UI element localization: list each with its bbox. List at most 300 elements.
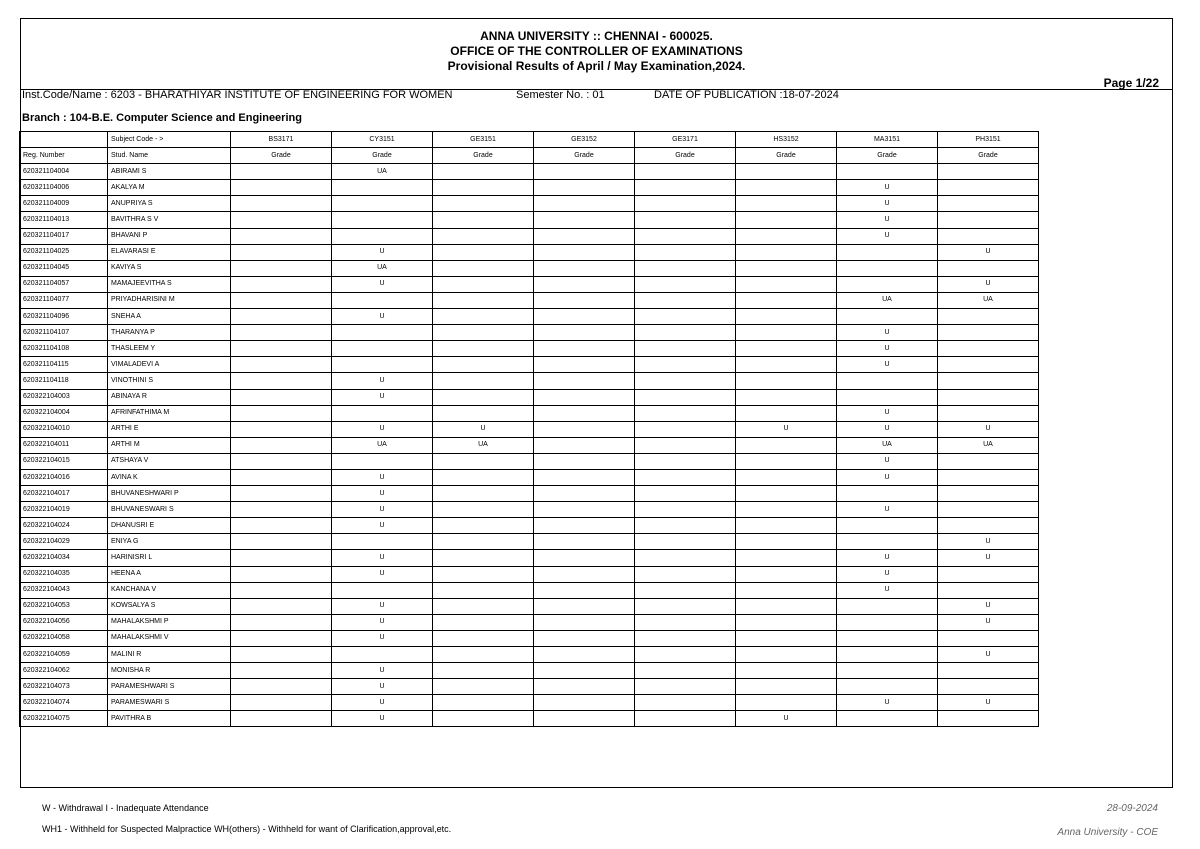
grade-cell: U	[332, 550, 433, 566]
grade-cell	[635, 228, 736, 244]
grade-cell	[534, 325, 635, 341]
grade-cell	[736, 309, 837, 325]
grade-cell	[938, 164, 1039, 180]
grade-cell	[837, 663, 938, 679]
reg-number-cell: 620321104009	[20, 196, 108, 212]
grade-cell	[736, 598, 837, 614]
student-name-cell: VIMALADEVI A	[108, 357, 231, 373]
subject-code: CY3151	[332, 132, 433, 148]
grade-cell	[736, 212, 837, 228]
grade-cell	[938, 663, 1039, 679]
grade-cell: U	[332, 276, 433, 292]
grade-cell	[231, 630, 332, 646]
reg-number-cell: 620321104108	[20, 341, 108, 357]
grade-cell	[534, 598, 635, 614]
grade-cell: U	[332, 389, 433, 405]
table-row	[20, 373, 1039, 389]
page-number: Page 1/22	[1103, 76, 1159, 90]
grade-cell: UA	[332, 164, 433, 180]
subject-code: GE3171	[635, 132, 736, 148]
grade-cell	[837, 389, 938, 405]
grade-cell	[938, 389, 1039, 405]
grade-cell: U	[433, 421, 534, 437]
grade-cell	[534, 357, 635, 373]
grade-cell	[635, 309, 736, 325]
grade-cell	[332, 582, 433, 598]
grade-cell	[534, 164, 635, 180]
grade-cell	[332, 341, 433, 357]
table-row	[20, 405, 1039, 421]
grade-cell: U	[332, 469, 433, 485]
table-row	[20, 614, 1039, 630]
student-name-cell: ENIYA G	[108, 534, 231, 550]
reg-number-cell: 620321104013	[20, 212, 108, 228]
grade-cell	[534, 180, 635, 196]
reg-number-cell: 620322104043	[20, 582, 108, 598]
student-name-cell: PRIYADHARISINI M	[108, 292, 231, 308]
student-name-cell: PARAMESHWARI S	[108, 679, 231, 695]
grade-cell	[736, 647, 837, 663]
grade-cell	[534, 679, 635, 695]
grade-cell	[534, 614, 635, 630]
grade-cell: U	[938, 647, 1039, 663]
reg-number-cell: 620322104016	[20, 469, 108, 485]
grade-cell	[938, 196, 1039, 212]
grade-cell	[736, 453, 837, 469]
student-name-cell: KOWSALYA S	[108, 598, 231, 614]
sheet-header	[21, 19, 1172, 90]
grade-header: Grade	[736, 148, 837, 164]
grade-cell	[433, 405, 534, 421]
grade-cell	[231, 695, 332, 711]
grade-cell	[938, 679, 1039, 695]
grade-cell: U	[332, 679, 433, 695]
reg-number-cell: 620322104010	[20, 421, 108, 437]
table-row	[20, 180, 1039, 196]
grade-cell	[635, 663, 736, 679]
reg-number-cell: 620322104019	[20, 502, 108, 518]
publication-date: DATE OF PUBLICATION :18-07-2024	[654, 89, 839, 101]
grade-cell	[635, 276, 736, 292]
grade-header: Grade	[433, 148, 534, 164]
reg-number-cell: 620322104062	[20, 663, 108, 679]
grade-header: Grade	[332, 148, 433, 164]
grade-cell	[635, 244, 736, 260]
grade-cell	[837, 164, 938, 180]
student-name-cell: THASLEEM Y	[108, 341, 231, 357]
grade-cell	[534, 389, 635, 405]
grade-cell	[837, 244, 938, 260]
grade-cell: UA	[938, 437, 1039, 453]
grade-cell: U	[837, 582, 938, 598]
grade-cell	[231, 711, 332, 727]
grade-cell	[736, 180, 837, 196]
grade-cell	[433, 663, 534, 679]
grade-cell	[635, 486, 736, 502]
grade-cell: U	[332, 566, 433, 582]
student-name-cell: SNEHA A	[108, 309, 231, 325]
grade-cell	[736, 389, 837, 405]
student-name-cell: PARAMESWARI S	[108, 695, 231, 711]
grade-cell	[938, 486, 1039, 502]
grade-cell	[231, 292, 332, 308]
reg-number-cell: 620322104059	[20, 647, 108, 663]
grade-cell	[736, 357, 837, 373]
reg-number-cell: 620322104058	[20, 630, 108, 646]
grade-cell: U	[837, 180, 938, 196]
grade-cell	[837, 679, 938, 695]
grade-cell	[534, 663, 635, 679]
grade-cell: U	[938, 598, 1039, 614]
grade-cell	[635, 695, 736, 711]
grade-cell: U	[837, 325, 938, 341]
student-name-cell: KAVIYA S	[108, 260, 231, 276]
grade-cell	[635, 550, 736, 566]
grade-cell	[534, 228, 635, 244]
grade-cell	[231, 453, 332, 469]
reg-number-cell: 620321104017	[20, 228, 108, 244]
grade-cell	[231, 469, 332, 485]
subject-code-row	[20, 132, 1039, 148]
grade-cell	[534, 437, 635, 453]
grade-cell	[837, 647, 938, 663]
table-row	[20, 518, 1039, 534]
grade-cell	[231, 647, 332, 663]
institution-info	[22, 89, 1122, 103]
grade-cell: U	[837, 469, 938, 485]
grade-cell: U	[332, 663, 433, 679]
grade-cell	[837, 711, 938, 727]
grade-header: Grade	[635, 148, 736, 164]
grade-cell	[534, 341, 635, 357]
grade-cell	[837, 309, 938, 325]
grade-cell	[736, 630, 837, 646]
grade-cell	[534, 212, 635, 228]
grade-cell: U	[938, 534, 1039, 550]
grade-cell	[635, 325, 736, 341]
grade-cell	[938, 212, 1039, 228]
student-name-cell: PAVITHRA B	[108, 711, 231, 727]
reg-number-cell: 620322104017	[20, 486, 108, 502]
grade-cell	[433, 518, 534, 534]
grade-cell	[433, 534, 534, 550]
grade-cell	[534, 405, 635, 421]
grade-cell	[534, 196, 635, 212]
grade-cell	[433, 614, 534, 630]
grade-cell	[231, 598, 332, 614]
subject-code: GE3152	[534, 132, 635, 148]
student-name-cell: ABIRAMI S	[108, 164, 231, 180]
grade-cell	[332, 292, 433, 308]
grade-cell	[736, 325, 837, 341]
grade-cell	[231, 341, 332, 357]
grade-cell	[635, 405, 736, 421]
student-name-cell: MALINI R	[108, 647, 231, 663]
grade-cell: U	[332, 614, 433, 630]
grade-cell	[534, 518, 635, 534]
grade-cell	[433, 695, 534, 711]
table-row	[20, 534, 1039, 550]
grade-cell: U	[837, 695, 938, 711]
grade-cell	[938, 711, 1039, 727]
grade-cell	[635, 196, 736, 212]
grade-cell	[433, 260, 534, 276]
footer-organization: Anna University - COE	[1057, 827, 1158, 838]
grade-cell: U	[837, 421, 938, 437]
grade-cell	[231, 486, 332, 502]
grade-cell: U	[837, 228, 938, 244]
student-name-cell: AVINA K	[108, 469, 231, 485]
student-name-cell: MAMAJEEVITHA S	[108, 276, 231, 292]
grade-cell	[635, 614, 736, 630]
grade-cell	[534, 260, 635, 276]
grade-cell	[736, 614, 837, 630]
grade-cell	[837, 486, 938, 502]
grade-cell	[938, 582, 1039, 598]
grade-cell	[534, 534, 635, 550]
grade-cell	[837, 260, 938, 276]
grade-cell: U	[938, 550, 1039, 566]
table-row	[20, 663, 1039, 679]
grade-cell: U	[332, 421, 433, 437]
grade-cell	[433, 341, 534, 357]
grade-cell	[433, 711, 534, 727]
reg-number-cell: 620322104004	[20, 405, 108, 421]
grade-cell	[635, 212, 736, 228]
reg-number-cell: 620322104056	[20, 614, 108, 630]
grade-cell	[635, 373, 736, 389]
grade-cell	[635, 534, 736, 550]
grade-cell	[231, 679, 332, 695]
reg-number-cell: 620321104115	[20, 357, 108, 373]
grade-cell: U	[938, 695, 1039, 711]
student-name-cell: ARTHI E	[108, 421, 231, 437]
grade-cell	[332, 453, 433, 469]
grade-cell	[736, 196, 837, 212]
grade-cell: U	[332, 630, 433, 646]
table-row	[20, 469, 1039, 485]
reg-number-cell: 620322104011	[20, 437, 108, 453]
table-row	[20, 341, 1039, 357]
grade-cell	[231, 180, 332, 196]
grade-cell	[534, 244, 635, 260]
table-row	[20, 309, 1039, 325]
grade-cell	[635, 421, 736, 437]
grade-cell: U	[837, 212, 938, 228]
grade-cell	[534, 421, 635, 437]
grade-cell	[534, 582, 635, 598]
grade-cell	[938, 502, 1039, 518]
grade-cell	[231, 502, 332, 518]
grade-cell	[736, 663, 837, 679]
grade-cell	[736, 502, 837, 518]
grade-cell	[534, 276, 635, 292]
grade-cell	[736, 437, 837, 453]
reg-number-cell: 620321104077	[20, 292, 108, 308]
grade-cell	[736, 518, 837, 534]
grade-cell	[433, 486, 534, 502]
reg-number-cell: 620322104053	[20, 598, 108, 614]
grade-cell	[635, 566, 736, 582]
grade-cell	[635, 598, 736, 614]
grade-cell: UA	[433, 437, 534, 453]
grade-cell	[332, 534, 433, 550]
grade-cell	[635, 453, 736, 469]
grade-cell	[231, 357, 332, 373]
reg-number-cell: 620321104045	[20, 260, 108, 276]
grade-cell	[231, 663, 332, 679]
reg-number-cell: 620321104004	[20, 164, 108, 180]
grade-cell	[231, 212, 332, 228]
column-label-row	[20, 148, 1039, 164]
grade-cell	[635, 389, 736, 405]
grade-cell	[433, 502, 534, 518]
grade-cell: U	[837, 566, 938, 582]
grade-header: Grade	[938, 148, 1039, 164]
grade-cell	[231, 614, 332, 630]
student-name-header: Stud. Name	[108, 148, 231, 164]
grade-cell: UA	[332, 437, 433, 453]
grade-cell	[938, 566, 1039, 582]
grade-cell	[433, 469, 534, 485]
grade-cell	[534, 292, 635, 308]
grade-cell	[736, 582, 837, 598]
grade-cell	[433, 228, 534, 244]
grade-cell	[231, 421, 332, 437]
grade-cell	[433, 582, 534, 598]
grade-cell	[433, 244, 534, 260]
grade-cell: U	[938, 421, 1039, 437]
reg-number-cell: 620322104074	[20, 695, 108, 711]
grade-cell: U	[332, 598, 433, 614]
student-name-cell: ELAVARASI E	[108, 244, 231, 260]
grade-cell	[231, 309, 332, 325]
grade-cell	[736, 679, 837, 695]
student-name-cell: KANCHANA V	[108, 582, 231, 598]
grade-cell: U	[332, 502, 433, 518]
student-name-cell: VINOTHINI S	[108, 373, 231, 389]
student-name-cell: THARANYA P	[108, 325, 231, 341]
grade-cell	[231, 196, 332, 212]
reg-number-cell: 620321104096	[20, 309, 108, 325]
grade-cell	[938, 325, 1039, 341]
grade-cell	[433, 164, 534, 180]
grade-cell	[938, 309, 1039, 325]
grade-cell: UA	[332, 260, 433, 276]
grade-header: Grade	[837, 148, 938, 164]
table-row	[20, 486, 1039, 502]
student-name-cell: ABINAYA R	[108, 389, 231, 405]
table-row	[20, 260, 1039, 276]
grade-cell	[231, 405, 332, 421]
grade-cell	[332, 228, 433, 244]
grade-cell	[736, 164, 837, 180]
student-name-cell: HARINISRI L	[108, 550, 231, 566]
grade-cell	[433, 196, 534, 212]
table-row	[20, 630, 1039, 646]
grade-cell	[635, 437, 736, 453]
grade-cell	[736, 373, 837, 389]
grade-cell	[534, 373, 635, 389]
grade-cell	[837, 534, 938, 550]
reg-number-cell: 620321104107	[20, 325, 108, 341]
table-row	[20, 711, 1039, 727]
grade-cell	[736, 566, 837, 582]
reg-number-cell: 620322104024	[20, 518, 108, 534]
grade-cell: U	[837, 550, 938, 566]
grade-cell	[635, 357, 736, 373]
grade-cell	[433, 630, 534, 646]
grade-header: Grade	[534, 148, 635, 164]
grade-cell	[231, 534, 332, 550]
table-row	[20, 292, 1039, 308]
grade-cell: U	[332, 518, 433, 534]
grade-cell: U	[736, 421, 837, 437]
grade-cell	[938, 630, 1039, 646]
grade-cell: U	[332, 711, 433, 727]
grade-cell: UA	[938, 292, 1039, 308]
table-row	[20, 228, 1039, 244]
table-row	[20, 437, 1039, 453]
grade-cell	[938, 453, 1039, 469]
table-row	[20, 325, 1039, 341]
grade-cell	[433, 598, 534, 614]
grade-cell	[433, 550, 534, 566]
grade-cell	[332, 180, 433, 196]
table-row	[20, 196, 1039, 212]
table-row	[20, 212, 1039, 228]
grade-cell	[736, 405, 837, 421]
grade-cell	[635, 582, 736, 598]
student-name-cell: HEENA A	[108, 566, 231, 582]
branch-label: Branch : 104-B.E. Computer Science and Engineering	[22, 112, 302, 124]
grade-cell	[534, 502, 635, 518]
grade-cell	[534, 695, 635, 711]
reg-number-cell: 620322104015	[20, 453, 108, 469]
table-row	[20, 679, 1039, 695]
grade-cell: U	[736, 711, 837, 727]
reg-number-cell: 620322104034	[20, 550, 108, 566]
grade-cell	[837, 373, 938, 389]
grade-cell	[635, 260, 736, 276]
grade-cell: U	[837, 405, 938, 421]
grade-cell: U	[332, 695, 433, 711]
grade-cell	[736, 341, 837, 357]
reg-number-cell: 620321104118	[20, 373, 108, 389]
grade-cell	[635, 292, 736, 308]
student-name-cell: ANUPRIYA S	[108, 196, 231, 212]
student-name-cell: BHUVANESWARI S	[108, 502, 231, 518]
grade-cell	[433, 357, 534, 373]
grade-cell	[534, 486, 635, 502]
results-body	[20, 164, 1039, 727]
grade-cell	[837, 518, 938, 534]
grade-cell	[635, 647, 736, 663]
grade-cell	[736, 244, 837, 260]
grade-cell: U	[332, 244, 433, 260]
grade-cell	[736, 469, 837, 485]
grade-cell	[635, 502, 736, 518]
reg-number-cell: 620321104006	[20, 180, 108, 196]
grade-cell	[433, 679, 534, 695]
grade-cell	[938, 341, 1039, 357]
grade-cell	[433, 389, 534, 405]
grade-cell	[534, 550, 635, 566]
grade-cell	[332, 647, 433, 663]
blank-header-cell	[20, 132, 108, 148]
grade-header: Grade	[231, 148, 332, 164]
grade-cell	[231, 228, 332, 244]
